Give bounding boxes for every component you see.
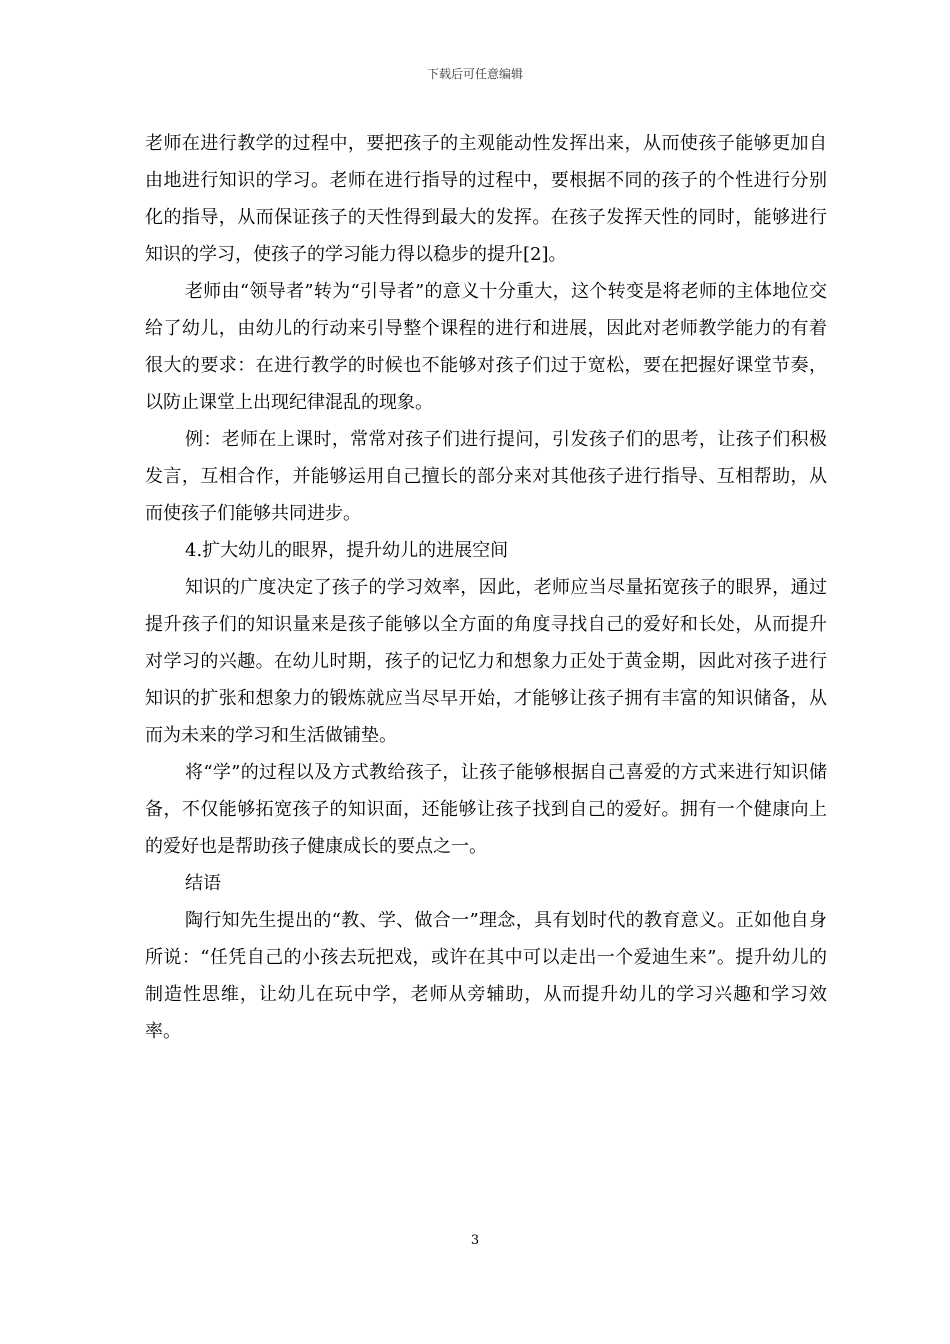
document-body: [145, 125, 827, 1050]
paragraph-leader-to-guide: 老师由“领导者”转为“引导者”的意义十分重大，这个转变是将老师的主体地位交给了幼儿，由幼儿的行动来引导整个课程的进行和进展，因此对老师教学能力的有着很大的要求：在进行教学的时候也不能够对孩子们过于宽松，要在把握好课堂节奏，以防止课堂上出现纪律混乱的现象。: [145, 281, 827, 413]
section-heading-expand-horizons: 4.扩大幼儿的眼界，提升幼儿的进展空间: [185, 540, 509, 561]
paragraph-example: 例：老师在上课时，常常对孩子们进行提问，引发孩子们的思考，让孩子们积极发言，互相合作，并能够运用自己擅长的部分来对其他孩子进行指导、互相帮助，从而使孩子们能够共同进步。: [145, 429, 827, 524]
paragraph-knowledge-breadth: 知识的广度决定了孩子的学习效率，因此，老师应当尽量拓宽孩子的眼界，通过提升孩子们的知识量来是孩子能够以全方面的角度寻找自己的爱好和长处，从而提升对学习的兴趣。在幼儿时期，孩子的记忆力和想象力正处于黄金期，因此对孩子进行知识的扩张和想象力的锻炼就应当尽早开始，才能够让孩子拥有丰富的知识储备，从而为未来的学习和生活做铺垫。: [145, 577, 827, 746]
page-number: 3: [470, 1233, 480, 1248]
paragraph-teach-learning-method: 将“学”的过程以及方式教给孩子，让孩子能够根据自己喜爱的方式来进行知识储备，不仅能够拓宽孩子的知识面，还能够让孩子找到自己的爱好。拥有一个健康向上的爱好也是帮助孩子健康成长的要点之一。: [145, 762, 827, 857]
paragraph-teacher-initiative: 老师在进行教学的过程中，要把孩子的主观能动性发挥出来，从而使孩子能够更加自由地进行知识的学习。老师在进行指导的过程中，要根据不同的孩子的个性进行分别化的指导，从而保证孩子的天性得到最大的发挥。在孩子发挥天性的同时，能够进行知识的学习，使孩子的学习能力得以稳步的提升[2]。: [145, 133, 827, 265]
paragraph-conclusion: 陶行知先生提出的“教、学、做合一”理念，具有划时代的教育意义。正如他自身所说：“任凭自己的小孩去玩把戏，或许在其中可以走出一个爱迪生来”。提升幼儿的制造性思维，让幼儿在玩中学，老师从旁辅助，从而提升幼儿的学习兴趣和学习效率。: [145, 910, 827, 1042]
header-text: 下载后可任意编辑: [426, 67, 523, 81]
page-header: [0, 66, 950, 82]
page-footer: [0, 1233, 950, 1249]
section-heading-conclusion: 结语: [185, 873, 221, 894]
